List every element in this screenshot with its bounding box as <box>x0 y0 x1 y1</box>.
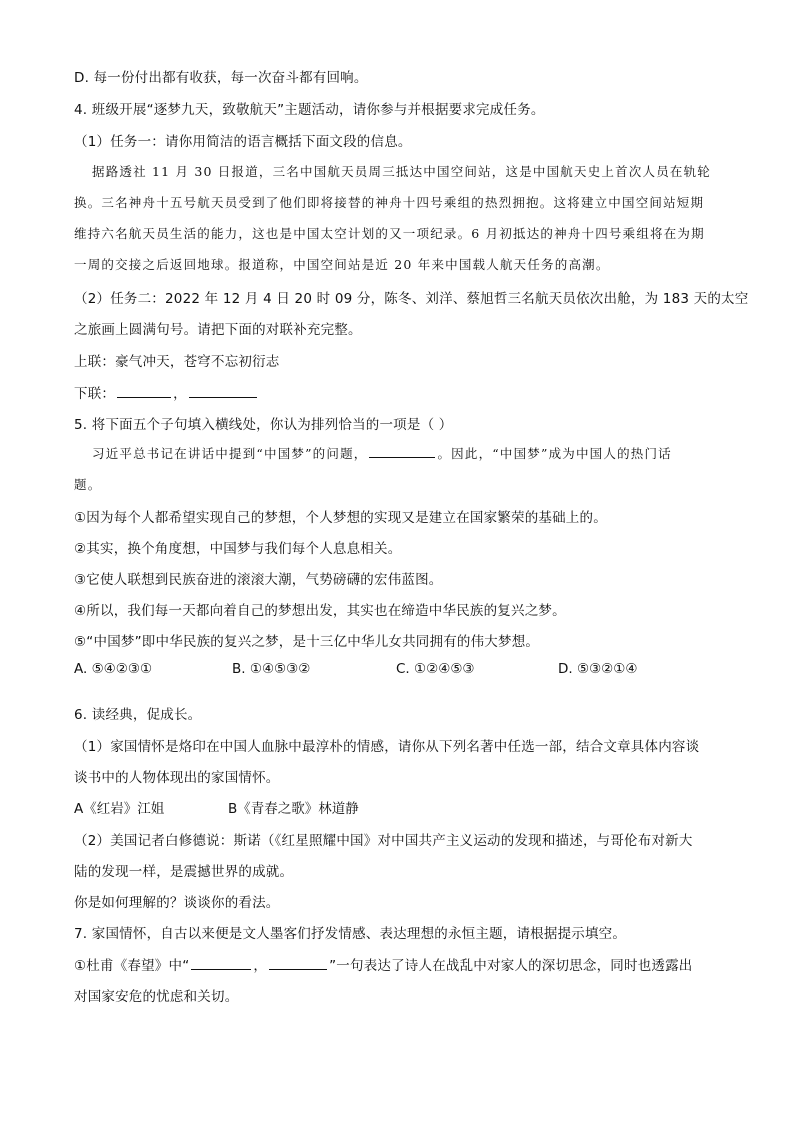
option-c[interactable]: C. ①②④⑤③ <box>396 661 475 677</box>
option-a[interactable]: A. ⑤④②③① <box>74 661 153 677</box>
sentence-1: ①因为每个人都希望实现自己的梦想，个人梦想的实现又是建立在国家繁荣的基础上的。 <box>74 510 607 526</box>
question-5-passage-end: 。因此，“中国梦”成为中国人的热门话 <box>437 446 672 461</box>
sentence-4: ④所以，我们每一天都向着自己的梦想出发，其实也在缔造中华民族的复兴之梦。 <box>74 603 566 619</box>
sentence-2: ②其实，换个角度想，中国梦与我们每个人息息相关。 <box>74 541 402 557</box>
option-d[interactable]: D. ⑤③②①④ <box>558 661 638 677</box>
option-b[interactable]: B. ①④⑤③② <box>232 661 311 677</box>
question-6-title: 6. 读经典，促成长。 <box>74 707 202 723</box>
question-7-item-1-start: ①杜甫《春望》中“ <box>74 958 190 974</box>
answer-blank[interactable] <box>269 957 327 970</box>
question-7-title: 7. 家国情怀，自古以来便是文人墨客们抒发情感、表达理想的永恒主题，请根据提示填空。 <box>74 926 627 942</box>
question-4-task-1: （1）任务一：请你用简洁的语言概括下面文段的信息。 <box>74 134 412 150</box>
answer-blank[interactable] <box>189 385 257 398</box>
question-6-part-2: （2）美国记者白修德说：斯诺（《红星照耀中国》对中国共产主义运动的发现和描述，与哥伦布对新大 <box>74 833 693 849</box>
question-4-title: 4. 班级开展“逐梦九天，致敬航天”主题活动，请你参与并根据要求完成任务。 <box>74 102 545 118</box>
question-6-part-1: （1）家国情怀是烙印在中国人血脉中最淳朴的情感，请你从下列名著中任选一部，结合文章具体内容谈 <box>74 739 700 755</box>
passage-line: 一周的交接之后返回地球。报道称，中国空间站是近 20 年来中国载人航天任务的高潮。 <box>74 257 610 272</box>
question-5-title: 5. 将下面五个子句填入横线处，你认为排列恰当的一项是（ ） <box>74 417 453 433</box>
book-option-b[interactable]: B《青春之歌》林道静 <box>228 801 359 817</box>
question-6-part-2-prompt: 你是如何理解的？谈谈你的看法。 <box>74 895 280 911</box>
question-6-part-2-cont: 陆的发现一样，是震撼世界的成就。 <box>74 864 294 880</box>
passage-line: 维持六名航天员生活的能力，这也是中国太空计划的又一项纪录。6 月初抵达的神舟十四号乘组将在为期 <box>74 226 705 241</box>
couplet-lower-label: 下联： <box>74 386 116 402</box>
question-4-task-2-cont: 之旅画上圆满句号。请把下面的对联补充完整。 <box>74 322 362 338</box>
question-4-task-2: （2）任务二：2022 年 12 月 4 日 20 时 09 分，陈冬、刘洋、蔡旭哲三名航天员依次出舱，为 183 天的太空 <box>74 291 749 307</box>
question-5-passage-cont: 题。 <box>74 477 102 492</box>
answer-blank[interactable] <box>191 957 251 970</box>
book-option-a[interactable]: A《红岩》江姐 <box>74 801 165 817</box>
passage-line: 据路透社 11 月 30 日报道，三名中国航天员周三抵达中国空间站，这是中国航天史上首次人员在轨轮 <box>92 164 712 179</box>
option-d-text: D. 每一份付出都有收获，每一次奋斗都有回响。 <box>74 70 368 86</box>
couplet-lower <box>74 382 259 402</box>
question-7-item-1-cont: 对国家安危的忧虑和关切。 <box>74 989 239 1005</box>
comma: ， <box>253 958 268 974</box>
answer-blank[interactable] <box>369 445 435 458</box>
question-5-passage <box>92 444 672 462</box>
question-7-item-1-end: ”一句表达了诗人在战乱中对家人的深切思念，同时也透露出 <box>329 958 693 974</box>
answer-blank[interactable] <box>117 385 171 398</box>
sentence-5: ⑤“中国梦”即中华民族的复兴之梦，是十三亿中华儿女共同拥有的伟大梦想。 <box>74 634 540 650</box>
question-7-item-1 <box>74 954 693 974</box>
couplet-upper: 上联：豪气冲天，苍穹不忘初衍志 <box>74 354 280 370</box>
question-5-passage-start: 习近平总书记在讲话中提到“中国梦”的问题， <box>92 446 368 461</box>
comma: ， <box>173 386 187 402</box>
sentence-3: ③它使人联想到民族奋进的滚滚大潮，气势磅礴的宏伟蓝图。 <box>74 572 443 588</box>
question-6-part-1-cont: 谈书中的人物体现出的家国情怀。 <box>74 770 280 786</box>
passage-line: 换。三名神舟十五号航天员受到了他们即将接替的神舟十四号乘组的热烈拥抱。这将建立中国空间站短期 <box>74 195 705 210</box>
